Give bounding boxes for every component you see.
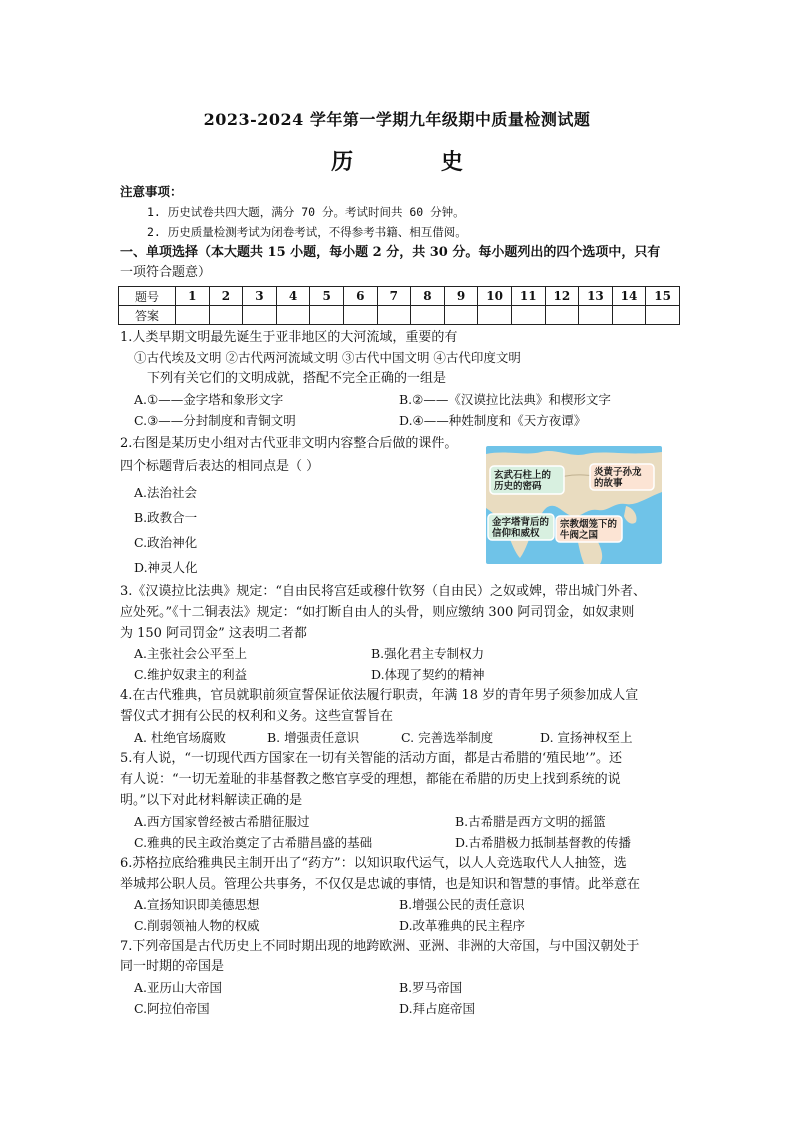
answer-number: 2 (209, 287, 243, 306)
figure-label-3b: 信仰和威权 (492, 528, 540, 539)
q5-option-b[interactable]: B.古希腊是西方文明的摇篮 (455, 814, 606, 829)
q7-option-b[interactable]: B.罗马帝国 (399, 980, 463, 995)
q3-stem3: 为 150 阿司罚金” 这表明二者都 (120, 626, 307, 641)
q3-option-d[interactable]: D.体现了契约的精神 (371, 667, 485, 682)
q5-option-d[interactable]: D.古希腊极力抵制基督教的传播 (455, 835, 632, 850)
q1-stem2: 下列有关它们的文明成就，搭配不完全正确的一组是 (147, 371, 447, 386)
figure-label-1: 玄武石柱上的 (494, 470, 552, 481)
figure-label-1b: 历史的密码 (494, 481, 542, 492)
answer-number: 15 (646, 287, 680, 306)
q7-stem: 7.下列帝国是古代历史上不同时期出现的地跨欧洲、亚洲、非洲的大帝国，与中国汉朝处于 (120, 939, 640, 954)
q5-option-a[interactable]: A.西方国家曾经被古希腊征服过 (134, 814, 310, 829)
q6-stem: 6.苏格拉底给雅典民主制开出了“药方”：以知识取代运气，以人人竞选取代人人抽签，选 (120, 856, 627, 871)
answer-table-answer-row (119, 306, 680, 325)
q6-option-b[interactable]: B.增强公民的责任意识 (399, 897, 525, 912)
q6-option-d[interactable]: D.改革雅典的民主程序 (399, 918, 526, 933)
q4-option-d[interactable]: D. 宣扬神权至上 (540, 730, 633, 745)
exam-title: 2023-2024 学年第一学期九年级期中质量检测试题 (203, 110, 591, 129)
q7-stem2: 同一时期的帝国是 (120, 959, 225, 974)
answer-cell[interactable] (478, 306, 512, 325)
q3-option-a[interactable]: A.主张社会公平至上 (134, 646, 248, 661)
answer-number: 7 (377, 287, 411, 306)
figure-label-4b: 牛阀之国 (560, 530, 599, 541)
answer-cell[interactable] (444, 306, 478, 325)
q3-stem: 3.《汉谟拉比法典》规定：“自由民将宫廷或穆什钦努（自由民）之奴或婢，带出城门外者、 (120, 584, 647, 599)
q7-option-d[interactable]: D.拜占庭帝国 (399, 1001, 476, 1016)
q3-option-b[interactable]: B.强化君主专制权力 (371, 646, 485, 661)
answer-cell[interactable] (343, 306, 377, 325)
figure-label-4: 宗教烟笼下的 (560, 519, 618, 530)
answer-cell[interactable] (276, 306, 310, 325)
q1-option-d[interactable]: D.④——种姓制度和《天方夜谭》 (399, 413, 587, 428)
q2-map-figure (486, 446, 662, 564)
answer-number: 6 (343, 287, 377, 306)
answer-cell[interactable] (579, 306, 613, 325)
q1-option-b[interactable]: B.②——《汉谟拉比法典》和楔形文字 (399, 392, 611, 407)
q4-option-b[interactable]: B. 增强责任意识 (267, 730, 360, 745)
answer-number: 8 (411, 287, 445, 306)
q6-option-c[interactable]: C.削弱领袖人物的权威 (134, 918, 260, 933)
q5-stem2: 有人说：“一切无羞耻的非基督教之憋官享受的理想，都能在希腊的历史上找到系统的说 (120, 772, 621, 787)
q2-stem2: 四个标题背后表达的相同点是（ ） (120, 459, 320, 474)
q6-stem2: 举城邦公职人员。管理公共事务，不仅仅是忠诚的事情，也是知识和智慧的事情。此举意在 (120, 877, 641, 892)
subject-title: 历 史 (331, 149, 503, 175)
answer-cell[interactable] (243, 306, 277, 325)
q7-option-c[interactable]: C.阿拉伯帝国 (134, 1001, 210, 1016)
figure-label-2: 炎黄子孙龙 (594, 467, 642, 478)
answer-cell[interactable] (411, 306, 445, 325)
answer-number: 13 (579, 287, 613, 306)
q5-stem3: 明。”以下对此材料解读正确的是 (120, 793, 303, 808)
answer-number: 10 (478, 287, 512, 306)
q1-option-a[interactable]: A.①——金字塔和象形文字 (134, 392, 284, 407)
section1-heading: 一、单项选择（本大题共 15 小题，每小题 2 分，共 30 分。每小题列出的四个选项中，只有 (120, 245, 661, 260)
q3-stem2: 应处死。”《十二铜表法》规定：“如打断自由人的头骨，则应缴纳 300 阿司罚金，如奴隶则 (120, 605, 635, 620)
figure-label-3: 金字塔背后的 (492, 517, 550, 528)
answer-number: 5 (310, 287, 344, 306)
answer-number: 4 (276, 287, 310, 306)
notice-item-1: 1. 历史试卷共四大题，满分 70 分。考试时间共 60 分钟。 (147, 205, 465, 219)
q3-option-c[interactable]: C.维护奴隶主的利益 (134, 667, 248, 682)
q5-option-c[interactable]: C.雅典的民主政治奠定了古希腊昌盛的基础 (134, 835, 373, 850)
answer-cell[interactable] (377, 306, 411, 325)
answer-cell[interactable] (646, 306, 680, 325)
answer-cell[interactable] (209, 306, 243, 325)
q1-stem: 1.人类早期文明最先诞生于亚非地区的大河流域，重要的有 (120, 330, 458, 345)
answer-table-row-header: 题号 (119, 287, 176, 306)
q1-option-c[interactable]: C.③——分封制度和青铜文明 (134, 413, 296, 428)
q1-list: ①古代埃及文明 ②古代两河流域文明 ③古代中国文明 ④古代印度文明 (134, 350, 521, 365)
q2-stem: 2.右图是某历史小组对古代亚非文明内容整合后做的课件。 (120, 436, 458, 451)
q4-option-c[interactable]: C. 完善选举制度 (401, 730, 494, 745)
answer-cell[interactable] (545, 306, 579, 325)
answer-table-row-header: 答案 (119, 306, 176, 325)
q4-stem2: 誓仪式才拥有公民的权利和义务。这些宣誓旨在 (120, 709, 394, 724)
answer-number: 12 (545, 287, 579, 306)
answer-number: 11 (511, 287, 545, 306)
q7-option-a[interactable]: A.亚历山大帝国 (134, 980, 223, 995)
q6-option-a[interactable]: A.宣扬知识即美德思想 (134, 897, 260, 912)
answer-table-number-row (119, 287, 680, 306)
answer-number: 1 (176, 287, 210, 306)
figure-label-2b: 的故事 (594, 478, 623, 489)
answer-number: 14 (612, 287, 646, 306)
section1-heading-cont: 一项符合题意） (120, 265, 212, 280)
q5-stem: 5.有人说，“一切现代西方国家在一切有关智能的活动方面，都是古希腊的‘殖民地’”。还 (120, 751, 622, 766)
q4-stem: 4.在古代雅典，官员就职前须宣誓保证依法履行职责，年满 18 岁的青年男子须参加成人宣 (120, 688, 639, 703)
q2-option-b[interactable]: B.政教合一 (134, 510, 198, 525)
answer-cell[interactable] (176, 306, 210, 325)
answer-cell[interactable] (511, 306, 545, 325)
notice-heading: 注意事项： (120, 184, 183, 199)
q4-option-a[interactable]: A. 杜绝官场腐败 (134, 730, 226, 745)
answer-number: 3 (243, 287, 277, 306)
answer-cell[interactable] (310, 306, 344, 325)
notice-item-2: 2. 历史质量检测考试为闭卷考试，不得参考书籍、相互借阅。 (147, 225, 467, 239)
answer-table (118, 286, 680, 325)
q2-option-c[interactable]: C.政治神化 (134, 535, 198, 550)
answer-number: 9 (444, 287, 478, 306)
answer-cell[interactable] (612, 306, 646, 325)
world-map-image (486, 446, 662, 564)
q2-option-a[interactable]: A.法治社会 (134, 485, 198, 500)
q2-option-d[interactable]: D.神灵人化 (134, 560, 198, 575)
